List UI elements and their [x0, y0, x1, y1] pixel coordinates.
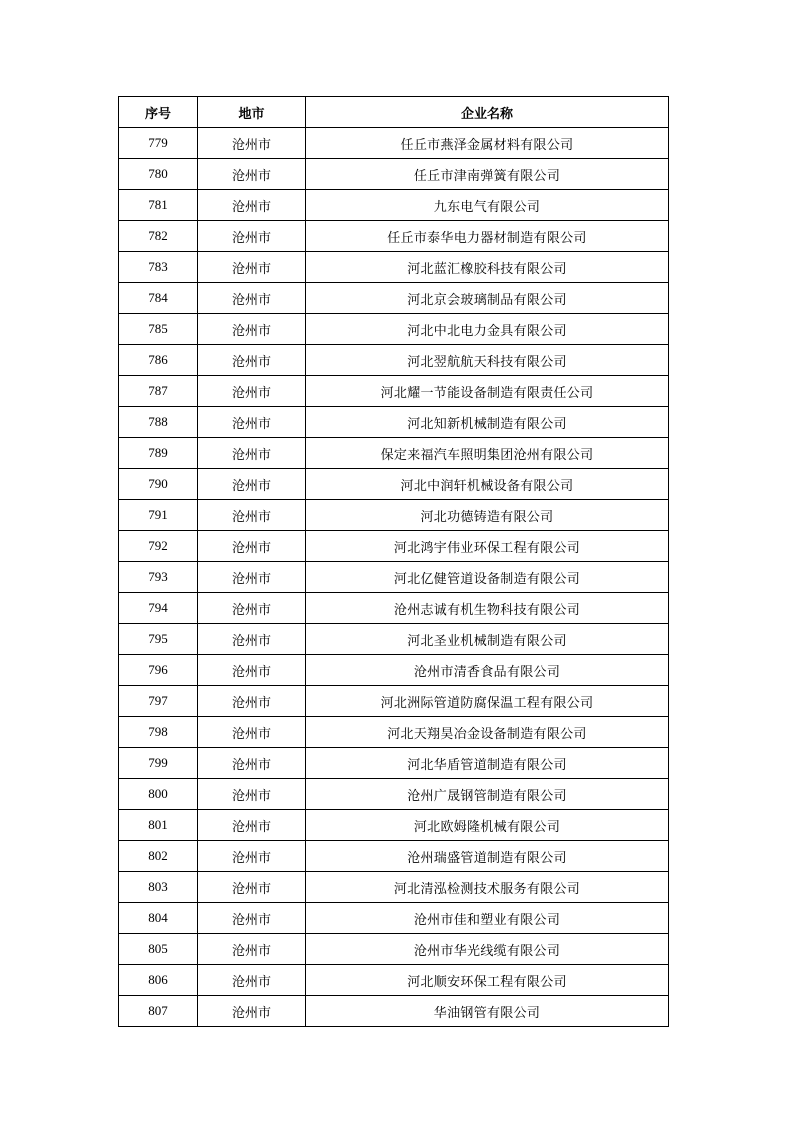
company-name-cell: 河北华盾管道制造有限公司: [306, 748, 669, 779]
serial-number-cell: 797: [119, 686, 198, 717]
serial-number-cell: 781: [119, 190, 198, 221]
serial-number-cell: 783: [119, 252, 198, 283]
serial-number-cell: 798: [119, 717, 198, 748]
table-row: [119, 841, 669, 872]
city-cell: 沧州市: [198, 283, 306, 314]
table-row: [119, 779, 669, 810]
city-cell: 沧州市: [198, 190, 306, 221]
city-cell: 沧州市: [198, 314, 306, 345]
city-cell: 沧州市: [198, 345, 306, 376]
serial-number-cell: 803: [119, 872, 198, 903]
serial-number-cell: 786: [119, 345, 198, 376]
serial-number-cell: 804: [119, 903, 198, 934]
company-name-cell: 任丘市泰华电力器材制造有限公司: [306, 221, 669, 252]
company-name-cell: 河北功德铸造有限公司: [306, 500, 669, 531]
table-row: [119, 593, 669, 624]
table-row: [119, 469, 669, 500]
city-cell: 沧州市: [198, 531, 306, 562]
table-row: [119, 934, 669, 965]
company-name-cell: 沧州市华光线缆有限公司: [306, 934, 669, 965]
serial-number-cell: 801: [119, 810, 198, 841]
company-name-cell: 河北耀一节能设备制造有限责任公司: [306, 376, 669, 407]
table-row: [119, 872, 669, 903]
table-body: [119, 128, 669, 1027]
city-cell: 沧州市: [198, 779, 306, 810]
serial-number-cell: 795: [119, 624, 198, 655]
company-name-cell: 任丘市津南弹簧有限公司: [306, 159, 669, 190]
table-header-row: [119, 97, 669, 128]
city-cell: 沧州市: [198, 841, 306, 872]
city-cell: 沧州市: [198, 128, 306, 159]
city-cell: 沧州市: [198, 996, 306, 1027]
serial-number-cell: 800: [119, 779, 198, 810]
city-cell: 沧州市: [198, 655, 306, 686]
company-name-cell: 保定来福汽车照明集团沧州有限公司: [306, 438, 669, 469]
document-page: [118, 96, 669, 1027]
company-name-cell: 河北洲际管道防腐保温工程有限公司: [306, 686, 669, 717]
serial-number-cell: 779: [119, 128, 198, 159]
serial-number-cell: 799: [119, 748, 198, 779]
table-row: [119, 996, 669, 1027]
company-name-cell: 河北亿健管道设备制造有限公司: [306, 562, 669, 593]
company-name-cell: 沧州广晟钢管制造有限公司: [306, 779, 669, 810]
city-cell: 沧州市: [198, 810, 306, 841]
serial-number-cell: 789: [119, 438, 198, 469]
company-name-cell: 河北中北电力金具有限公司: [306, 314, 669, 345]
serial-number-cell: 780: [119, 159, 198, 190]
company-name-cell: 河北蓝汇橡胶科技有限公司: [306, 252, 669, 283]
header-company-name: 企业名称: [306, 97, 669, 128]
table-row: [119, 376, 669, 407]
enterprise-table: [118, 96, 669, 1027]
city-cell: 沧州市: [198, 965, 306, 996]
serial-number-cell: 782: [119, 221, 198, 252]
company-name-cell: 沧州瑞盛管道制造有限公司: [306, 841, 669, 872]
city-cell: 沧州市: [198, 376, 306, 407]
company-name-cell: 河北京会玻璃制品有限公司: [306, 283, 669, 314]
city-cell: 沧州市: [198, 221, 306, 252]
table-row: [119, 686, 669, 717]
table-row: [119, 407, 669, 438]
city-cell: 沧州市: [198, 159, 306, 190]
table-row: [119, 903, 669, 934]
city-cell: 沧州市: [198, 469, 306, 500]
company-name-cell: 河北顺安环保工程有限公司: [306, 965, 669, 996]
serial-number-cell: 791: [119, 500, 198, 531]
serial-number-cell: 785: [119, 314, 198, 345]
city-cell: 沧州市: [198, 438, 306, 469]
serial-number-cell: 792: [119, 531, 198, 562]
table-row: [119, 314, 669, 345]
city-cell: 沧州市: [198, 903, 306, 934]
table-row: [119, 562, 669, 593]
city-cell: 沧州市: [198, 934, 306, 965]
company-name-cell: 任丘市燕泽金属材料有限公司: [306, 128, 669, 159]
serial-number-cell: 796: [119, 655, 198, 686]
city-cell: 沧州市: [198, 562, 306, 593]
serial-number-cell: 807: [119, 996, 198, 1027]
company-name-cell: 华油钢管有限公司: [306, 996, 669, 1027]
city-cell: 沧州市: [198, 407, 306, 438]
table-row: [119, 531, 669, 562]
company-name-cell: 九东电气有限公司: [306, 190, 669, 221]
serial-number-cell: 788: [119, 407, 198, 438]
city-cell: 沧州市: [198, 500, 306, 531]
table-row: [119, 748, 669, 779]
table-row: [119, 159, 669, 190]
table-row: [119, 438, 669, 469]
serial-number-cell: 806: [119, 965, 198, 996]
serial-number-cell: 805: [119, 934, 198, 965]
header-city: 地市: [198, 97, 306, 128]
table-row: [119, 190, 669, 221]
company-name-cell: 沧州市清香食品有限公司: [306, 655, 669, 686]
company-name-cell: 河北知新机械制造有限公司: [306, 407, 669, 438]
company-name-cell: 河北清泓检测技术服务有限公司: [306, 872, 669, 903]
header-serial-number: 序号: [119, 97, 198, 128]
company-name-cell: 河北圣业机械制造有限公司: [306, 624, 669, 655]
table-row: [119, 345, 669, 376]
serial-number-cell: 802: [119, 841, 198, 872]
city-cell: 沧州市: [198, 748, 306, 779]
city-cell: 沧州市: [198, 717, 306, 748]
serial-number-cell: 793: [119, 562, 198, 593]
table-row: [119, 252, 669, 283]
serial-number-cell: 794: [119, 593, 198, 624]
serial-number-cell: 787: [119, 376, 198, 407]
company-name-cell: 河北欧姆隆机械有限公司: [306, 810, 669, 841]
company-name-cell: 沧州志诚有机生物科技有限公司: [306, 593, 669, 624]
city-cell: 沧州市: [198, 593, 306, 624]
company-name-cell: 河北天翔昊冶金设备制造有限公司: [306, 717, 669, 748]
company-name-cell: 河北中润轩机械设备有限公司: [306, 469, 669, 500]
serial-number-cell: 790: [119, 469, 198, 500]
table-row: [119, 810, 669, 841]
serial-number-cell: 784: [119, 283, 198, 314]
table-row: [119, 221, 669, 252]
table-row: [119, 655, 669, 686]
table-row: [119, 128, 669, 159]
table-row: [119, 500, 669, 531]
city-cell: 沧州市: [198, 686, 306, 717]
city-cell: 沧州市: [198, 624, 306, 655]
table-row: [119, 283, 669, 314]
table-row: [119, 624, 669, 655]
company-name-cell: 河北鸿宇伟业环保工程有限公司: [306, 531, 669, 562]
city-cell: 沧州市: [198, 872, 306, 903]
company-name-cell: 沧州市佳和塑业有限公司: [306, 903, 669, 934]
city-cell: 沧州市: [198, 252, 306, 283]
company-name-cell: 河北翌航航天科技有限公司: [306, 345, 669, 376]
table-row: [119, 717, 669, 748]
table-row: [119, 965, 669, 996]
